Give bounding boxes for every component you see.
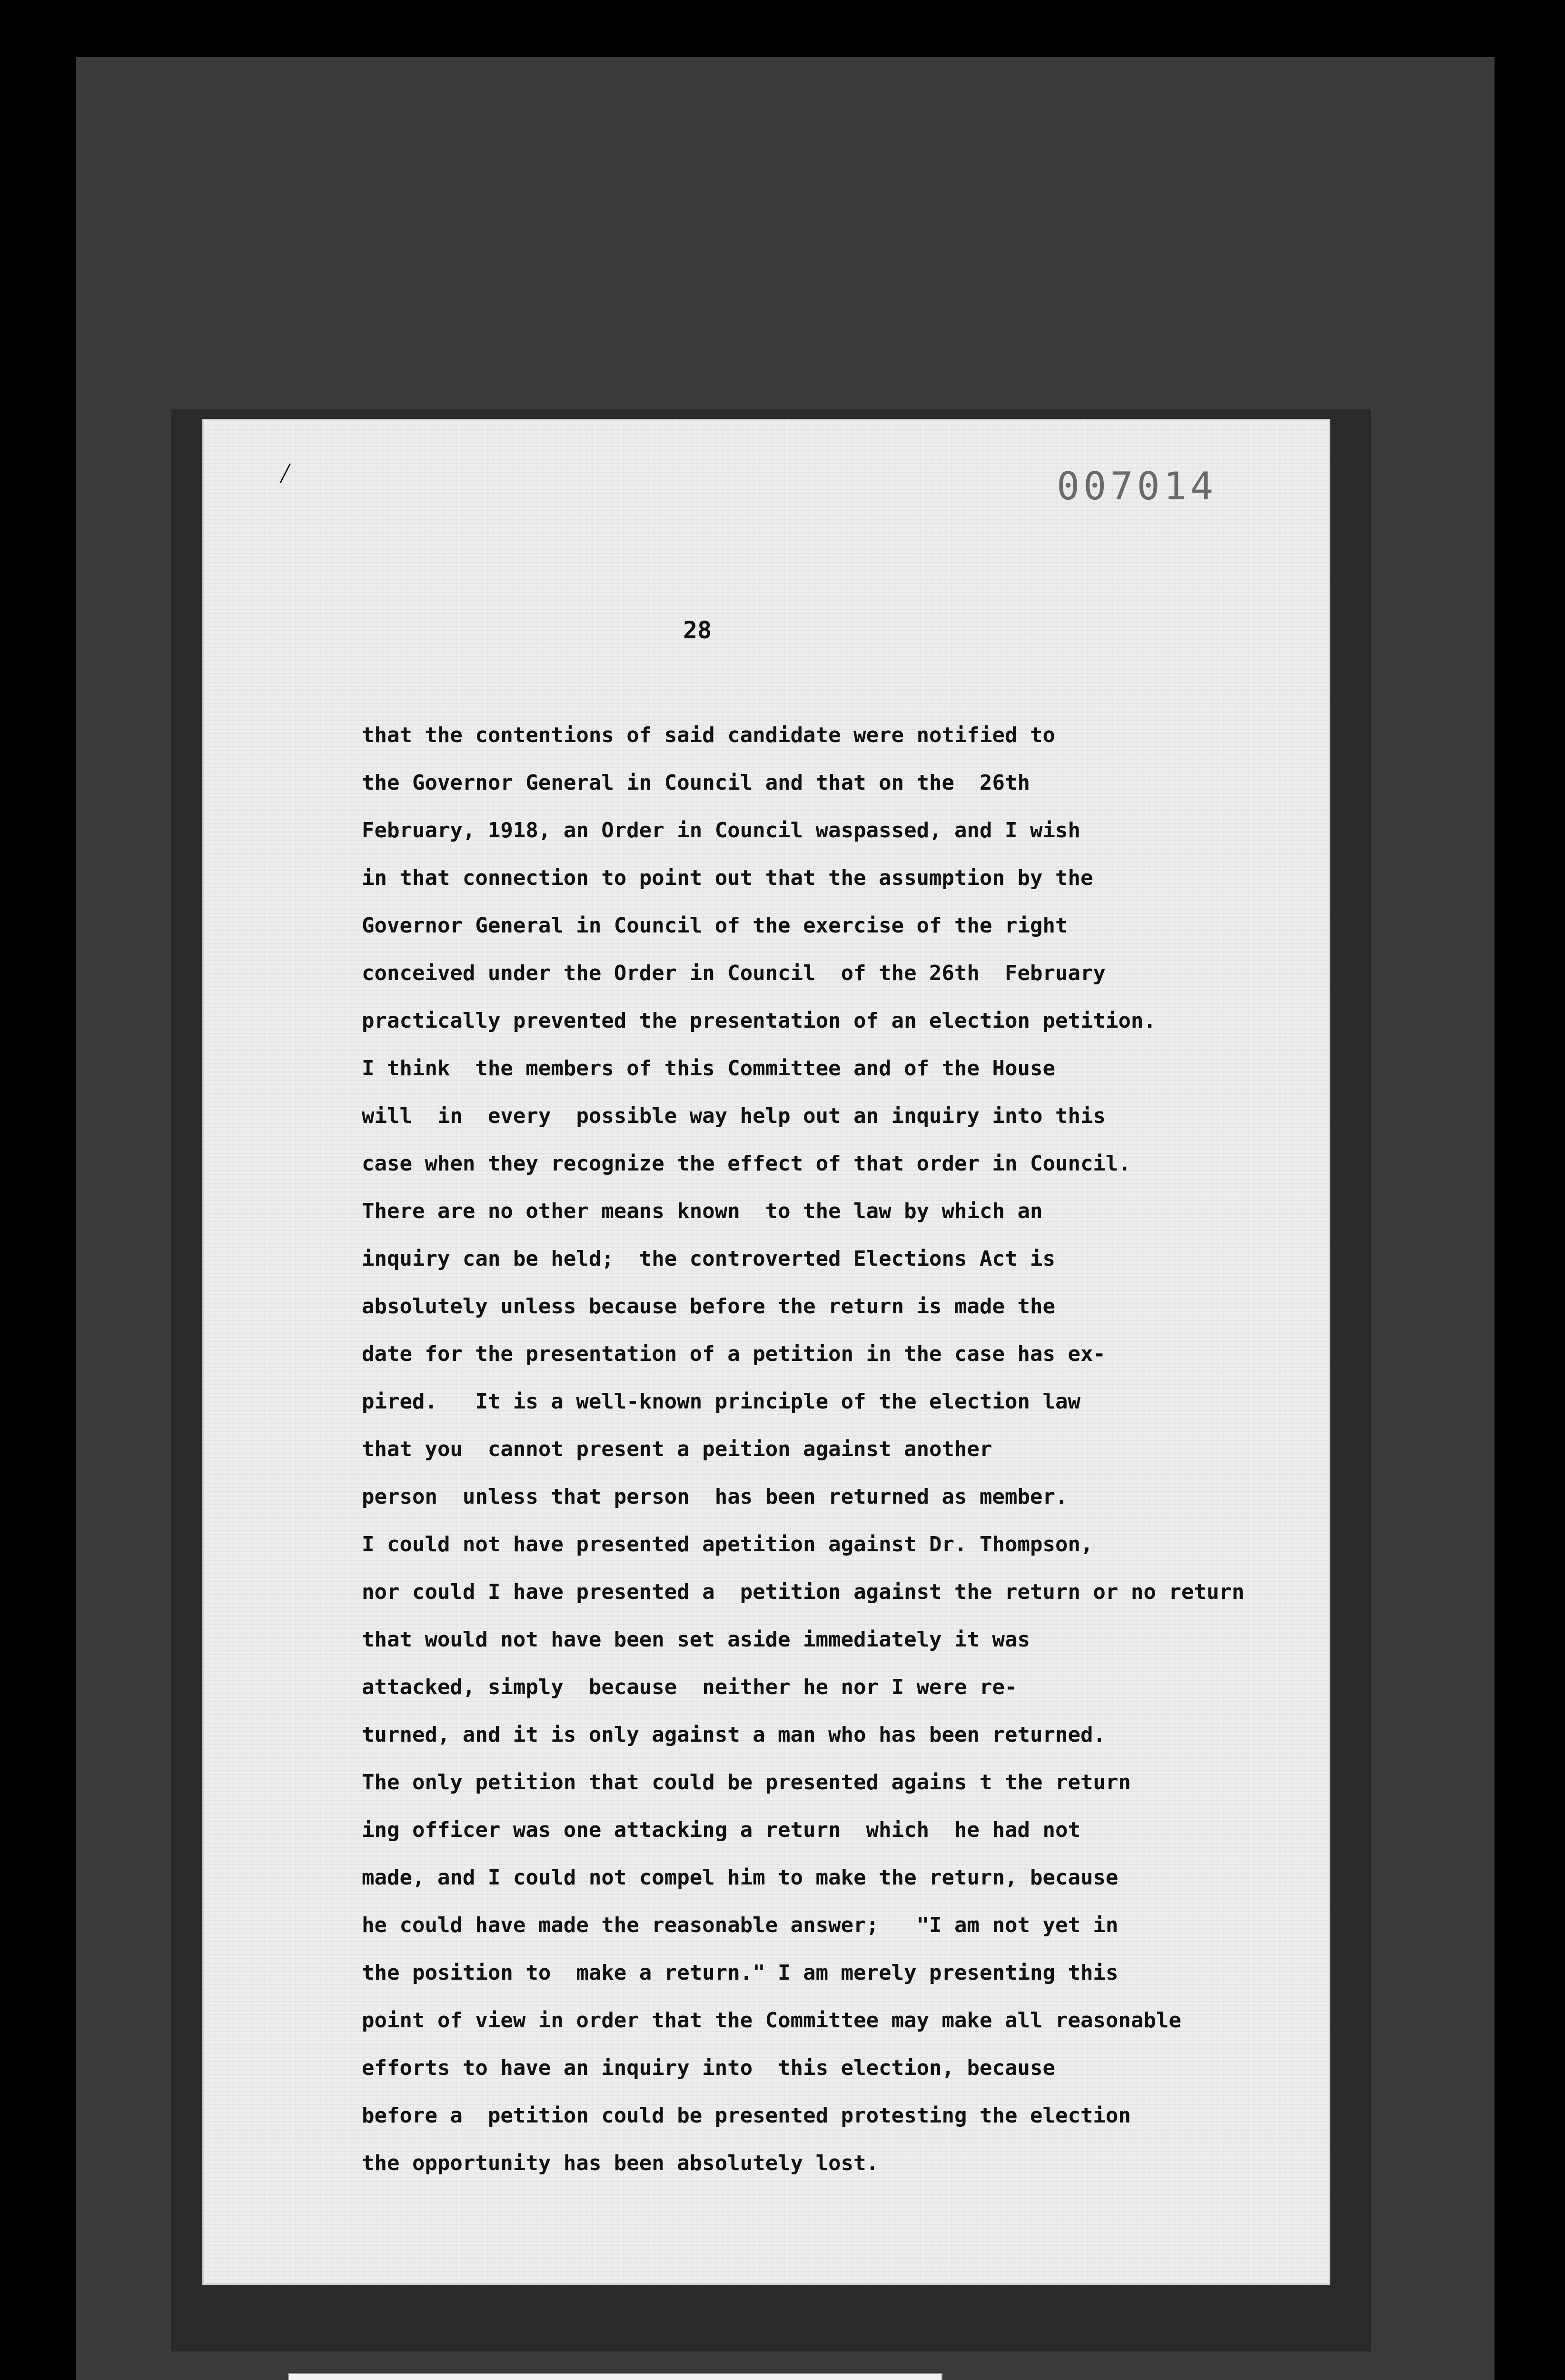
page-number: 28 [683,616,712,644]
document-page [202,419,1330,2285]
text-line: case when they recognize the effect of that order in Council. [362,1151,1131,1176]
text-line: date for the presentation of a petition in the case has ex- [362,1342,1106,1366]
text-line: The only petition that could be presented agains t the return [362,1770,1131,1795]
text-line: pired. It is a well-known principle of the election law [362,1389,1080,1414]
series-label [288,2373,942,2380]
text-line: conceived under the Order in Council of the 26th February [362,961,1106,985]
document-number: 007014 [1057,464,1217,508]
text-line: person unless that person has been returned as member. [362,1485,1068,1509]
text-line: efforts to have an inquiry into this election, because [362,2056,1055,2080]
text-line: the Governor General in Council and that on the 26th [362,771,1030,795]
text-line: before a petition could be presented protesting the election [362,2103,1131,2128]
text-line: nor could I have presented a petition against the return or no return [362,1580,1245,1604]
margin-tick-mark: / [281,457,289,489]
text-line: the opportunity has been absolutely lost. [362,2151,879,2175]
text-line: ing officer was one attacking a return which he had not [362,1818,1080,1842]
text-line: made, and I could not compel him to make the return, because [362,1865,1119,1890]
text-line: will in every possible way help out an inquiry into this [362,1104,1106,1128]
text-line: practically prevented the presentation of an election petition. [362,1009,1156,1033]
text-line: absolutely unless because before the return is made the [362,1294,1055,1319]
text-line: February, 1918, an Order in Council waspassed, and I wish [362,818,1080,843]
text-line: inquiry can be held; the controverted Elections Act is [362,1247,1055,1271]
text-line: I think the members of this Committee and of the House [362,1056,1055,1081]
text-line: point of view in order that the Committee may make all reasonable [362,2008,1181,2033]
text-line: attacked, simply because neither he nor I were re- [362,1675,1018,1699]
typed-body-text [362,712,1323,2187]
text-line: that the contentions of said candidate were notified to [362,723,1055,747]
text-line: the position to make a return." I am merely presenting this [362,1961,1119,1985]
text-line: turned, and it is only against a man who has been returned. [362,1723,1106,1747]
text-line: I could not have presented apetition against Dr. Thompson, [362,1532,1093,1557]
text-line: There are no other means known to the law by which an [362,1199,1043,1223]
text-line: that would not have been set aside immediately it was [362,1627,1030,1652]
text-line: in that connection to point out that the assumption by the [362,866,1093,890]
text-line: he could have made the reasonable answer; "I am not yet in [362,1913,1119,1937]
text-line: Governor General in Council of the exercise of the right [362,913,1068,938]
text-line: that you cannot present a peition against another [362,1437,992,1461]
